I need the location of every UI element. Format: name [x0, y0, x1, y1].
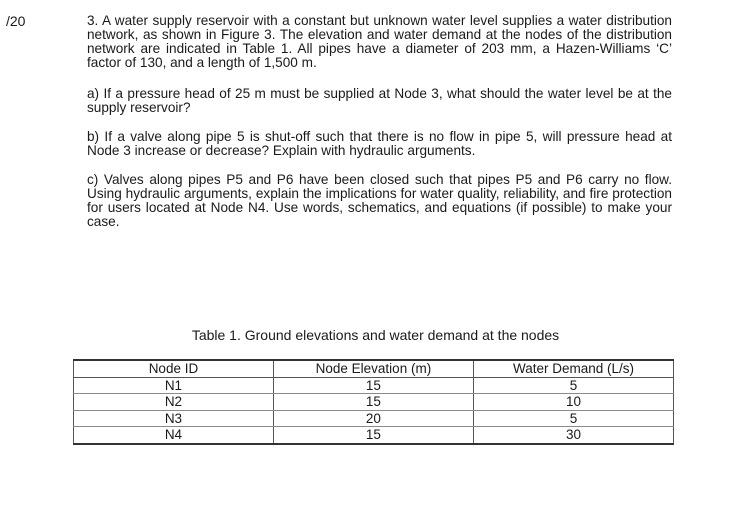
marks-label: /20: [6, 13, 26, 29]
table-caption-text: Table 1. Ground elevations and water demand at the nodes: [191, 327, 560, 343]
cell-node-id: N2: [74, 394, 274, 411]
table-caption: [0, 327, 751, 343]
cell-demand: 30: [473, 427, 673, 444]
cell-node-id: N4: [74, 427, 274, 444]
cell-demand: 10: [473, 394, 673, 411]
cell-demand: 5: [473, 410, 673, 427]
column-header-demand: Water Demand (L/s): [473, 360, 673, 377]
column-header-elevation: Node Elevation (m): [273, 360, 473, 377]
cell-elevation: 15: [273, 394, 473, 411]
table-row: [74, 377, 674, 394]
cell-demand: 5: [473, 377, 673, 394]
table-row: [74, 427, 674, 444]
node-data-table: [73, 359, 674, 445]
problem-intro: 3. A water supply reservoir with a constant but unknown water level supplies a water distribution network, as shown in Figure 3. The elevation and water demand at the nodes of the distribution network are indicated in Table 1. All pipes have a diameter of 203 mm, a Hazen-Williams ‘C’ factor of 130, and a length of 1,500 m.: [87, 13, 672, 70]
cell-elevation: 20: [273, 410, 473, 427]
column-header-node-id: Node ID: [74, 360, 274, 377]
question-b: b) If a valve along pipe 5 is shut-off such that there is no flow in pipe 5, will pressure head at Node 3 increase or decrease? Explain with hydraulic arguments.: [87, 129, 672, 158]
problem-text: [87, 14, 672, 244]
cell-elevation: 15: [273, 377, 473, 394]
question-c: c) Valves along pipes P5 and P6 have been closed such that pipes P5 and P6 carry no flow. Using hydraulic arguments, explain the implications for water quality, reliability, and fire protection for users located at Node N4. Use words, schematics, and equations (if possible) to make your case.: [87, 172, 672, 229]
table-header-row: [74, 360, 674, 377]
cell-node-id: N1: [74, 377, 274, 394]
question-a: a) If a pressure head of 25 m must be supplied at Node 3, what should the water level be at the supply reservoir?: [87, 86, 672, 115]
table-row: [74, 394, 674, 411]
cell-elevation: 15: [273, 427, 473, 444]
cell-node-id: N3: [74, 410, 274, 427]
table-row: [74, 410, 674, 427]
